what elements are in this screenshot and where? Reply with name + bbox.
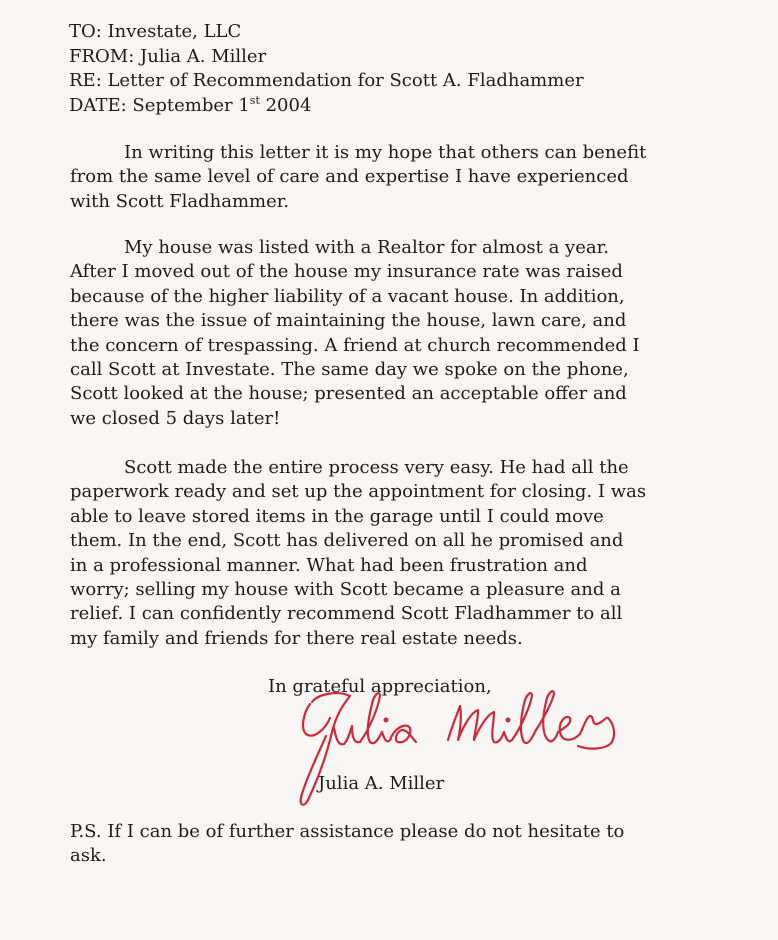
memo-to: TO: Investate, LLC: [69, 21, 242, 42]
paragraph-line: After I moved out of the house my insurance rate was raised: [70, 261, 623, 283]
paragraph-line: with Scott Fladhammer.: [70, 190, 290, 212]
memo-from: FROM: Julia A. Miller: [69, 45, 267, 67]
postscript-line: P.S. If I can be of further assistance please do not hesitate to: [70, 821, 625, 842]
paragraph-line: relief. I can confidently recommend Scott Fladhammer to all: [70, 603, 623, 625]
paragraph-line: there was the issue of maintaining the house, lawn care, and: [70, 310, 627, 332]
memo-header: [69, 20, 584, 118]
paragraph-line: the concern of trespassing. A friend at church recommended I: [70, 334, 640, 356]
paragraph-line: able to leave stored items in the garage until I could move: [70, 505, 604, 527]
memo-date: [69, 94, 584, 119]
memo-date-prefix: DATE: September 1: [69, 94, 250, 116]
paragraph-line: worry; selling my house with Scott became a pleasure and a: [70, 579, 621, 601]
paragraph-line: my family and friends for there real estate needs.: [70, 627, 523, 649]
printed-name: Julia A. Miller: [318, 773, 445, 794]
paragraph-line: them. In the end, Scott has delivered on all he promised and: [70, 530, 624, 552]
paragraph-line: because of the higher liability of a vacant house. In addition,: [70, 285, 625, 307]
paragraph-line: In writing this letter it is my hope that others can benefit: [124, 142, 647, 163]
postscript: [70, 820, 624, 869]
memo-date-ordinal: st: [249, 93, 260, 107]
memo-date-year: 2004: [259, 94, 312, 116]
paragraph-line: from the same level of care and expertise I have experienced: [70, 166, 629, 188]
paragraph-line: Scott made the entire process very easy. He had all the: [124, 457, 629, 478]
paragraph-line: call Scott at Investate. The same day we spoke on the phone,: [70, 359, 629, 381]
body-paragraph-2: [70, 236, 640, 431]
body-paragraph-3: [70, 456, 646, 651]
paragraph-line: we closed 5 days later!: [70, 407, 281, 429]
memo-re: RE: Letter of Recommendation for Scott A. Fladhammer: [69, 70, 584, 91]
closing-salutation: In grateful appreciation,: [268, 676, 492, 697]
paragraph-line: My house was listed with a Realtor for almost a year.: [124, 237, 609, 258]
postscript-line: ask.: [70, 845, 107, 867]
paragraph-line: Scott looked at the house; presented an acceptable offer and: [70, 383, 627, 405]
body-paragraph-1: [70, 141, 646, 214]
paragraph-line: in a professional manner. What had been frustration and: [70, 554, 588, 576]
paragraph-line: paperwork ready and set up the appointment for closing. I was: [70, 481, 647, 503]
